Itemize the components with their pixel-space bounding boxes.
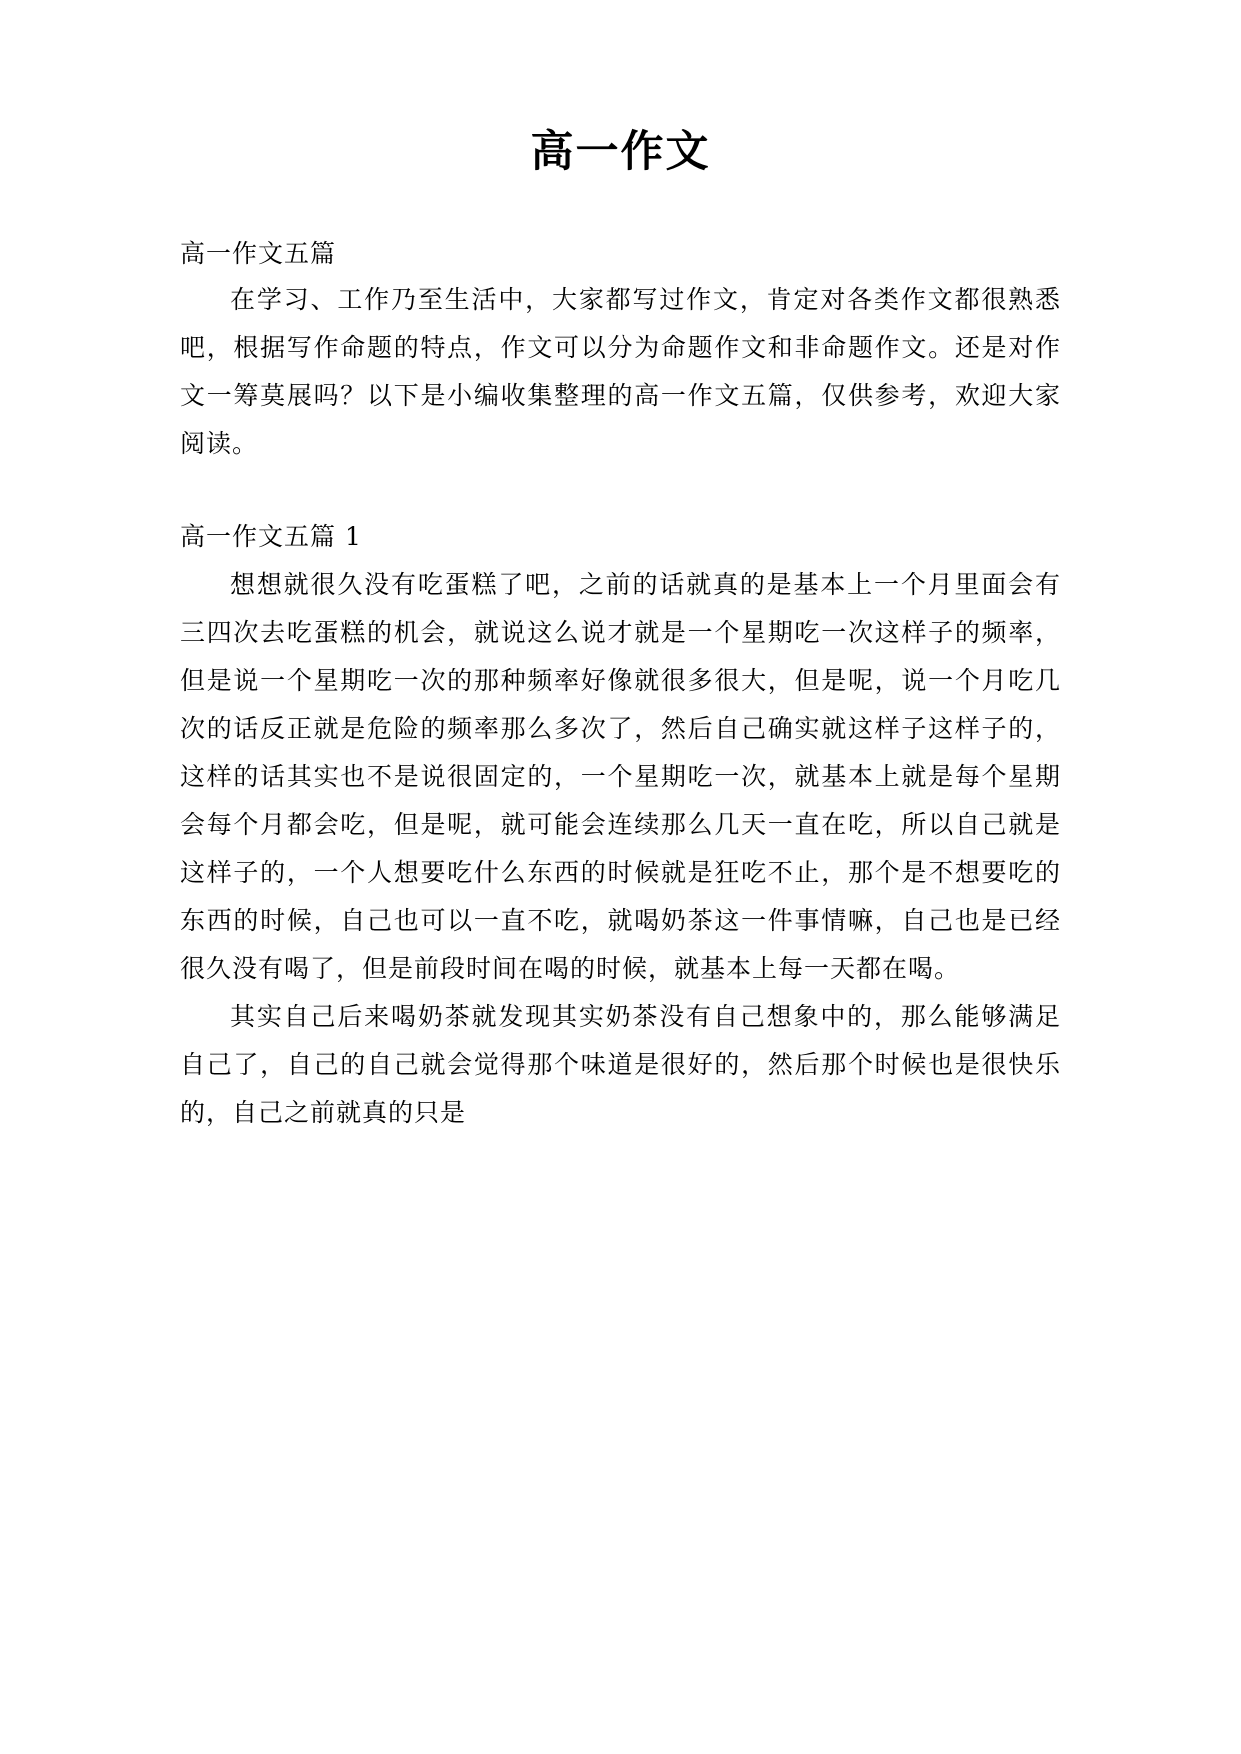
section-intro-paragraph-1: 在学习、工作乃至生活中，大家都写过作文，肯定对各类作文都很熟悉吧，根据写作命题的特点，作文可以分为命题作文和非命题作文。还是对作文一筹莫展吗？以下是小编收集整理的高一作文五篇，仅供参考，欢迎大家阅读。 — [180, 285, 1061, 458]
section-intro-heading: 高一作文五篇 — [180, 239, 337, 268]
section-essay-1-paragraph-2: 其实自己后来喝奶茶就发现其实奶茶没有自己想象中的，那么能够满足自己了，自己的自己就会觉得那个味道是很好的，然后那个时候也是很快乐的，自己之前就真的只是 — [180, 1002, 1061, 1127]
section-divider-space — [180, 468, 1061, 524]
page-title: 高一作文 — [530, 127, 711, 177]
section-essay-1-paragraph-1: 想想就很久没有吃蛋糕了吧，之前的话就真的是基本上一个月里面会有三四次去吃蛋糕的机会，就说这么说才就是一个星期吃一次这样子的频率，但是说一个星期吃一次的那种频率好像就很多很大，但是呢，说一个月吃几次的话反正就是危险的频率那么多次了，然后自己确实就这样子这样子的，这样的话其实也不是说很固定的，一个星期吃一次，就基本上就是每个星期会每个月都会吃，但是呢，就可能会连续那么几天一直在吃，所以自己就是这样子的，一个人想要吃什么东西的时候就是狂吃不止，那个是不想要吃的东西的时候，自己也可以一直不吃，就喝奶茶这一件事情嘛，自己也是已经很久没有喝了，但是前段时间在喝的时候，就基本上每一天都在喝。 — [180, 570, 1061, 983]
section-essay-1 — [180, 524, 1061, 1137]
section-essay-1-heading: 高一作文五篇 1 — [180, 522, 362, 551]
section-intro — [180, 241, 1061, 468]
